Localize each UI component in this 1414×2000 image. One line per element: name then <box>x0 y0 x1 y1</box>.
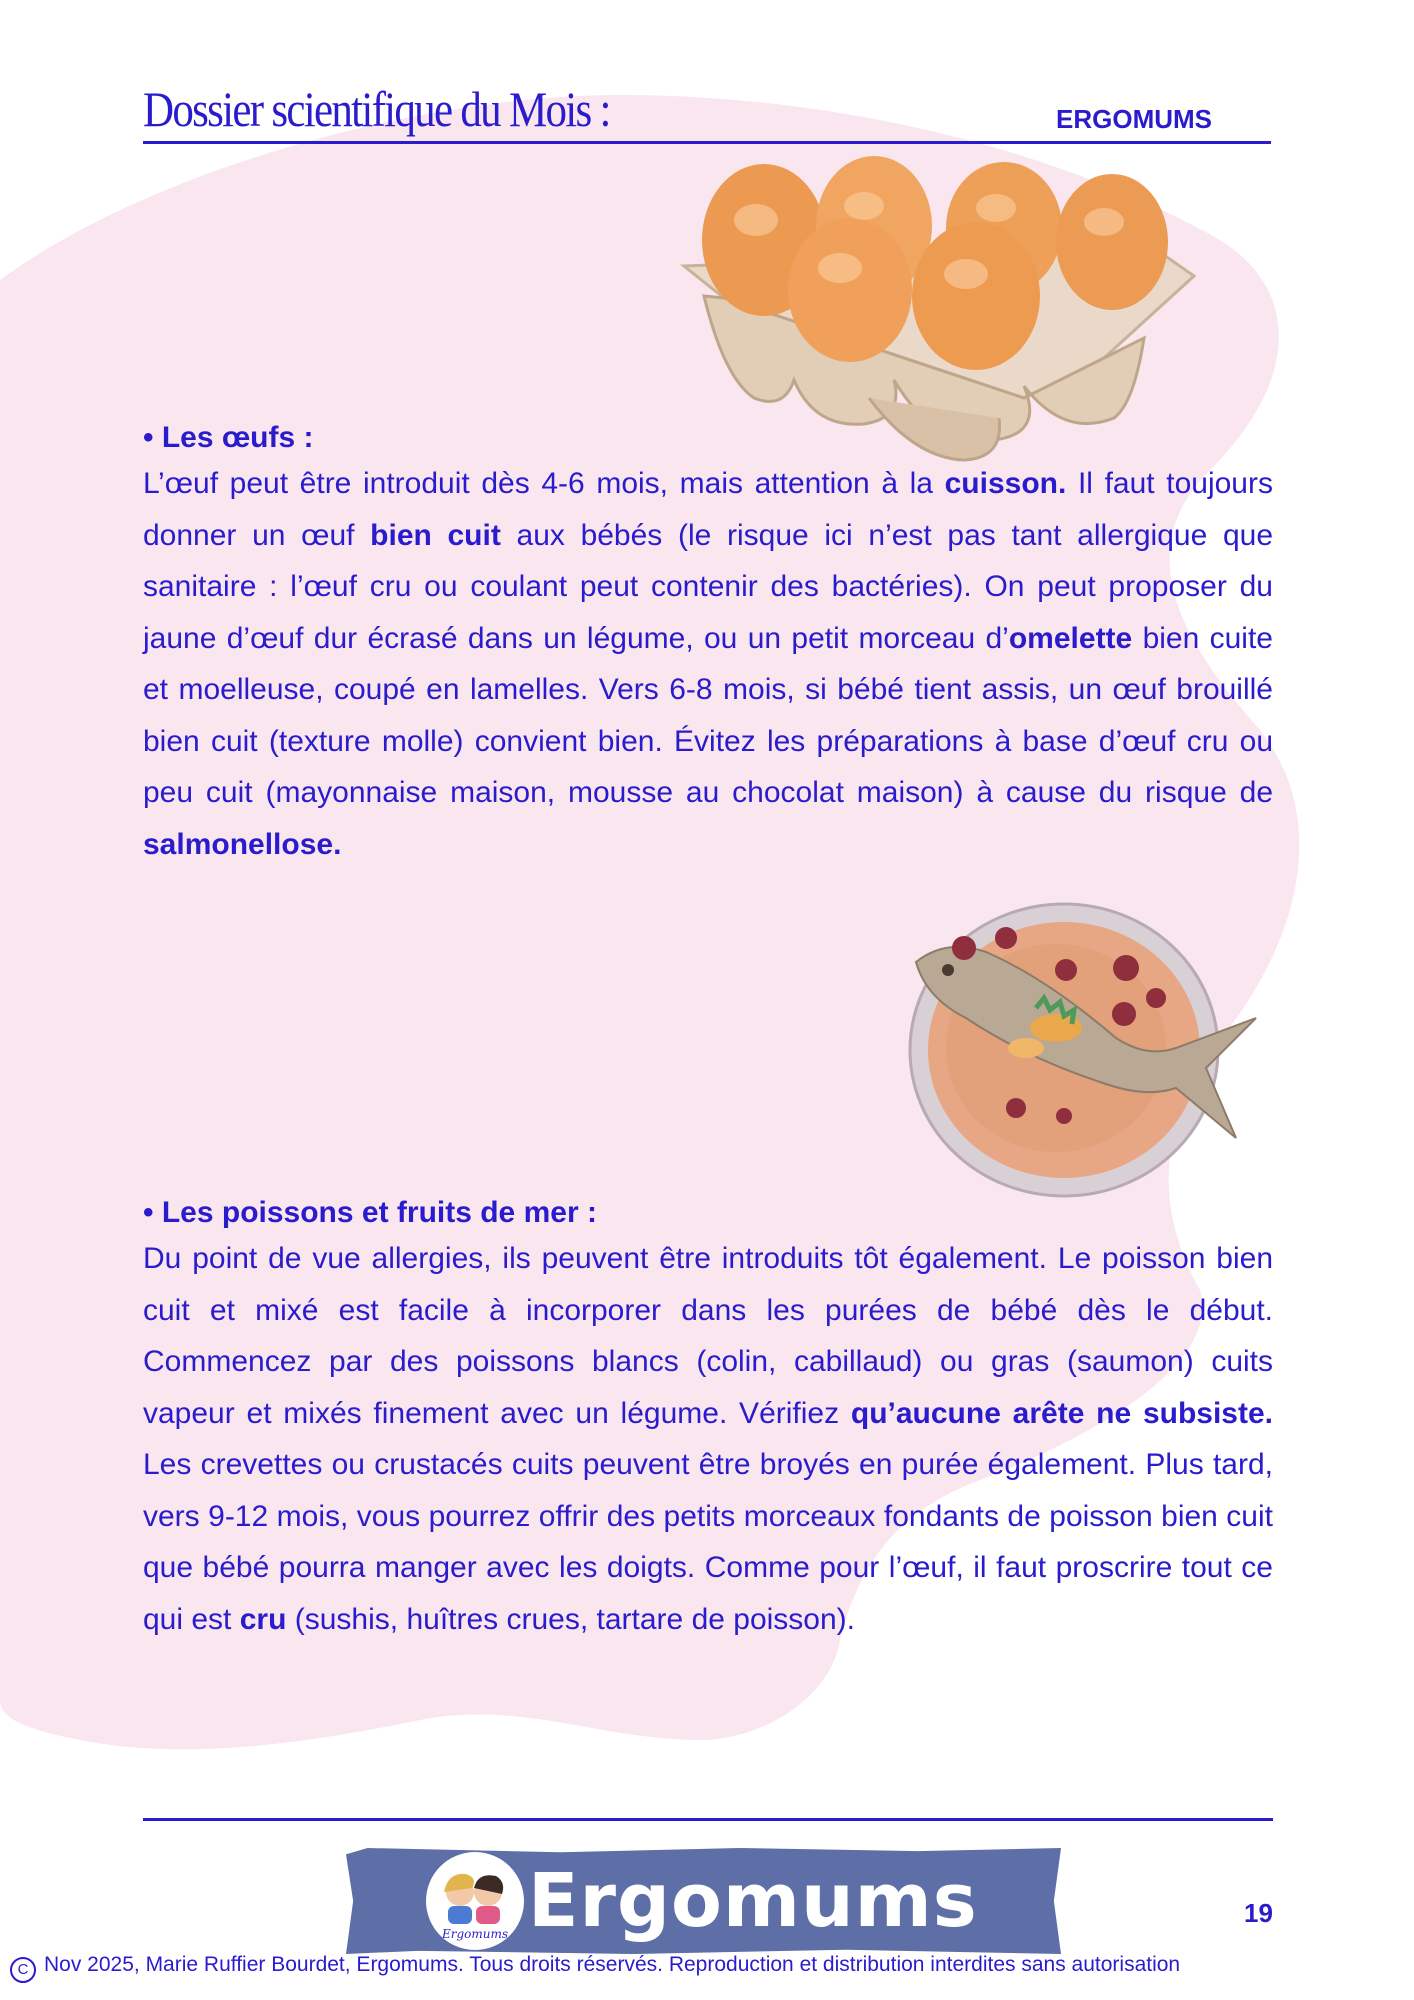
ergomums-logo-icon <box>426 1852 524 1950</box>
page-number: 19 <box>1244 1898 1273 1928</box>
egg-carton-illustration <box>664 148 1198 464</box>
header-brand: ERGOMUMS <box>1056 104 1212 134</box>
footer-rule <box>143 1818 1273 1821</box>
eggs-section <box>143 418 1273 870</box>
fish-heading: • Les poissons et fruits de mer : <box>143 1196 597 1229</box>
header-rule <box>143 141 1271 144</box>
fish-section <box>143 1193 1273 1645</box>
page-title: Dossier scientifique du Mois : <box>143 81 610 137</box>
svg-text:Ergomums: Ergomums <box>441 1927 509 1941</box>
copyright-notice <box>10 1953 1410 1983</box>
copyright-text: Nov 2025, Marie Ruffier Bourdet, Ergomums. Tous droits réservés. Reproduction et distribution interdites sans autorisation <box>44 1953 1181 1976</box>
copyright-icon: C <box>10 1957 36 1983</box>
eggs-heading: • Les œufs : <box>143 421 314 454</box>
fish-paragraph: Du point de vue allergies, ils peuvent être introduits tôt également. Le poisson bien cuit et mixé est facile à incorporer dans les purées de bébé dès le début. Commencez par des poissons blancs (colin, cabillaud) ou gras (saumon) cuits vapeur et mixés finement avec un légume. Vérifiez qu’aucune arête ne subsiste. Les crevettes ou crustacés cuits peuvent être broyés en purée également. Plus tard, vers 9-12 mois, vous pourrez offrir des petits morceaux fondants de poisson bien cuit que bébé pourra manger avec les doigts. Comme pour l’œuf, il faut proscrire tout ce qui est cru (sushis, huîtres crues, tartare de poisson). <box>143 1242 1273 1636</box>
eggs-paragraph: L’œuf peut être introduit dès 4-6 mois, mais attention à la cuisson. Il faut toujours donner un œuf bien cuit aux bébés (le risque ici n’est pas tant allergique que sanitaire : l’œuf cru ou coulant peut contenir des bactéries). On peut proposer du jaune d’œuf dur écrasé dans un légume, ou un petit morceau d’omelette bien cuite et moelleuse, coupé en lamelles. Vers 6-8 mois, si bébé tient assis, un œuf brouillé bien cuit (texture molle) convient bien. Évitez les préparations à base d’œuf cru ou peu cuit (mayonnaise maison, mousse au chocolat maison) à cause du risque de salmonellose. <box>143 467 1274 861</box>
fish-soup-illustration <box>906 898 1266 1200</box>
banner-brand-text: Ergomums <box>528 1858 978 1944</box>
